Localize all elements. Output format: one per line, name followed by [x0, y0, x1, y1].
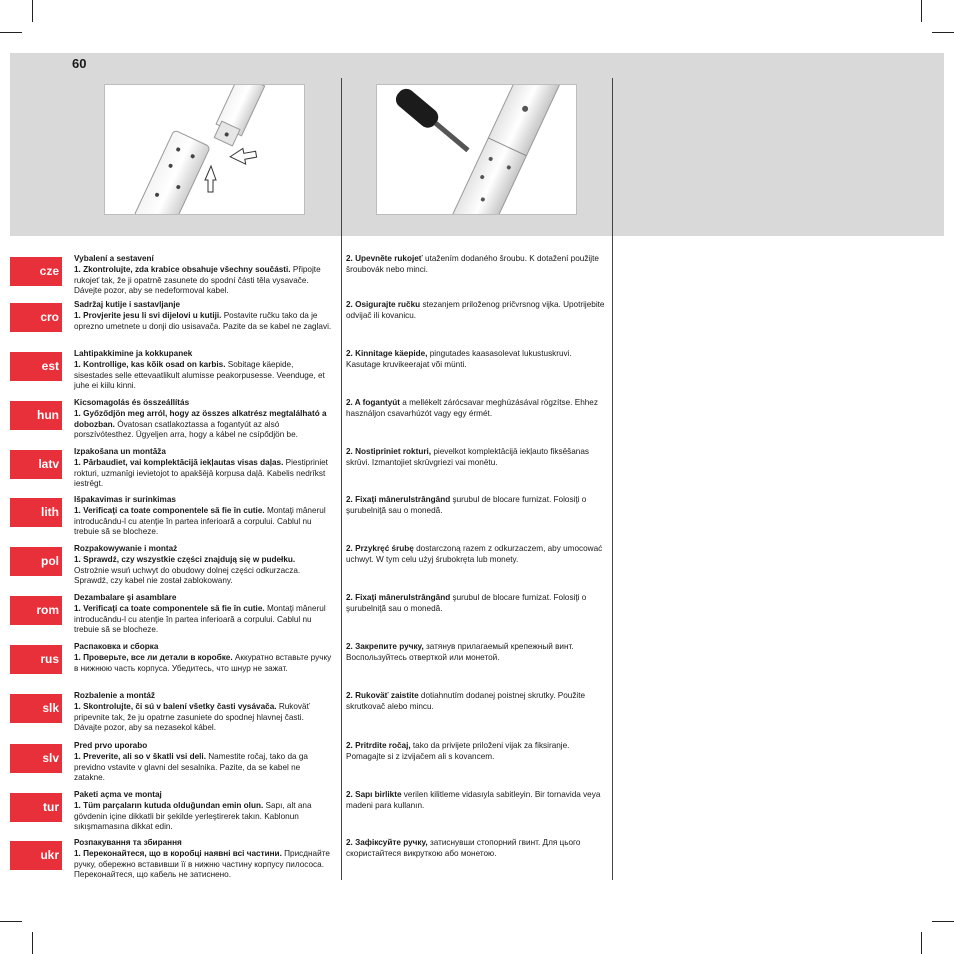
step2-rest: a mellékelt zárócsavar meghúzásával rögzítse. Ehhez használjon csavarhúzót vagy egy érmét. — [346, 398, 598, 418]
crop-mark — [932, 32, 954, 33]
step1-text — [74, 790, 332, 833]
language-tab: slv — [10, 744, 62, 773]
step2-text — [346, 642, 608, 664]
language-row — [0, 741, 954, 789]
language-tab: rus — [10, 645, 62, 674]
step2-rest: stezanjem priloženog pričvrsnog vijka. Upotrijebite odvijač ili kovanicu. — [346, 300, 605, 320]
language-row — [0, 691, 954, 739]
step1-text — [74, 398, 332, 441]
language-tab: cze — [10, 257, 62, 286]
section-heading: Kicsomagolás és összeállítás — [74, 398, 190, 407]
step1-rest: Montaţi mânerul introducându-l cu atenţie în partea inferioară a corpului. Cablul nu trebuie să se blocheze. — [74, 603, 326, 635]
language-tab: rom — [10, 596, 62, 625]
language-row — [0, 349, 954, 397]
language-row — [0, 254, 954, 302]
step2-rest: dotiahnutím dodanej poistnej skrutky. Použite skrutkovač alebo mincu. — [346, 691, 586, 711]
step1-bold: 1. Проверьте, все ли детали в коробке. — [74, 652, 233, 662]
step1-bold: 1. Provjerite jesu li svi dijelovi u kutiji. — [74, 310, 222, 320]
step2-bold: 2. Przykręć śrubę — [346, 544, 414, 553]
crop-mark — [0, 32, 22, 33]
language-tab: hun — [10, 401, 62, 430]
step2-text — [346, 495, 608, 517]
language-tab: latv — [10, 450, 62, 479]
step1-bold: 1. Pārbaudiet, vai komplektācijā iekļautas visas daļas. — [74, 457, 284, 467]
step1-rest: Rukoväť pripevnite tak, že ju opatrne zasuniete do spodnej hlavnej časti. Dávajte pozor, aby sa nezasekol kábel. — [74, 701, 310, 733]
step2-text — [346, 398, 608, 420]
crop-mark — [32, 0, 33, 22]
step1-rest: Montaţi mânerul introducându-l cu atenţie în partea inferioară a corpului. Cablul nu trebuie să se blocheze. — [74, 505, 326, 537]
step1-rest: Namestite ročaj, tako da ga previdno vstavite v glavni del sesalnika. Pazite, da se kabel ne zatakne. — [74, 751, 308, 783]
step2-text — [346, 838, 608, 860]
step1-text — [74, 741, 332, 784]
step1-text — [74, 447, 332, 490]
step2-rest: pingutades kaasasolevat lukustuskruvi. Kasutage kruvikeerajat või münti. — [346, 349, 572, 369]
step2-text — [346, 691, 608, 713]
step2-bold: 2. Закрепите ручку, — [346, 642, 424, 651]
step1-bold: 1. Sprawdź, czy wszystkie części znajdują się w pudełku. — [74, 554, 296, 564]
step2-bold: 2. Sapı birlikte — [346, 790, 402, 799]
section-heading: Sadržaj kutije i sastavljanje — [74, 300, 181, 309]
language-row — [0, 790, 954, 838]
step1-rest: Присднайте ручку, обережно вставивши її в нижню частину корпусу пилососа. Переконайтеся, що кабель не затиснено. — [74, 848, 330, 880]
step2-rest: tako da privijete priloženi vijak za fiksiranje. Pomagajte si z izvijačem ali s kovancem. — [346, 741, 570, 761]
section-heading: Izpakošana un montāža — [74, 447, 166, 456]
step1-rest: Аккуратно вставьте ручку в нижнюю часть корпуса. Убедитесь, что шнур не зажат. — [74, 652, 332, 673]
step1-rest: Připojte rukojeť tak, že ji opatrně zasunete do spodní části těla vysavače. Dávejte pozor, aby se nedeformoval kabel. — [74, 264, 321, 296]
step2-bold: 2. Upevněte rukojeť — [346, 254, 423, 263]
crop-mark — [0, 921, 22, 922]
section-heading: Розпакування та збирання — [74, 838, 182, 847]
crop-mark — [921, 932, 922, 954]
step2-bold: 2. Kinnitage käepide, — [346, 349, 428, 358]
step1-rest: Óvatosan csatlakoztassa a fogantyút az alsó porszívótesthez. Ügyeljen arra, hogy a kábel ne csípődjön be. — [74, 419, 298, 440]
step2-text — [346, 741, 608, 763]
step2-bold: 2. Osigurajte ručku — [346, 300, 421, 309]
section-heading: Распаковка и сборка — [74, 642, 159, 651]
step1-bold: 1. Győződjön meg arról, hogy az összes alkatrész megtalálható a dobozban. — [74, 408, 327, 429]
step2-rest: pievelkot komplektācijā iekļauto fiksēšanas skrūvi. Izmantojiet skrūvgriezi vai monētu. — [346, 447, 590, 467]
step2-bold: 2. Fixaţi mânerulstrângând — [346, 593, 451, 602]
step1-rest: Piestipriniet rokturi, uzmanīgi ievietojot to apakšējā korpusa daļā. Kabelis nedrīkst iestrēgt. — [74, 457, 328, 489]
section-heading: Rozbalenie a montáž — [74, 691, 155, 700]
section-heading: Vybalení a sestavení — [74, 254, 154, 263]
step2-rest: şurubul de blocare furnizat. Folosiţi o şurubelniţă sau o monedă. — [346, 495, 587, 515]
step2-text — [346, 300, 608, 322]
language-row — [0, 300, 954, 348]
step2-rest: затиснувши стопорний гвинт. Для цього скористайтеся викруткою або монетою. — [346, 838, 581, 858]
section-heading: Lahtipakkimine ja kokkupanek — [74, 349, 193, 358]
step2-rest: şurubul de blocare furnizat. Folosiţi o şurubelniţă sau o monedă. — [346, 593, 587, 613]
step2-rest: utažením dodaného šroubu. K dotažení použijte šroubovák nebo minci. — [346, 254, 599, 274]
step1-bold: 1. Zkontrolujte, zda krabice obsahuje všechny součásti. — [74, 264, 291, 274]
screwdriver-icon — [377, 85, 576, 214]
language-row — [0, 495, 954, 543]
step1-text — [74, 593, 332, 636]
section-heading: Dezambalare şi asamblare — [74, 593, 177, 602]
step1-bold: 1. Skontrolujte, či sú v balení všetky časti vysávača. — [74, 701, 277, 711]
step2-rest: затянув прилагаемый крепежный винт. Воспользуйтесь отверткой или монетой. — [346, 642, 574, 662]
language-tab: slk — [10, 694, 62, 723]
language-row — [0, 398, 954, 446]
language-tab: est — [10, 352, 62, 381]
step1-rest: Ostrożnie wsuń uchwyt do obudowy dolnej części odkurzacza. Sprawdź, czy kabel nie został zablokowany. — [74, 565, 301, 586]
step2-bold: 2. Pritrdite ročaj, — [346, 741, 411, 750]
step2-text — [346, 447, 608, 469]
language-row — [0, 642, 954, 690]
step2-text — [346, 254, 608, 276]
step1-text — [74, 254, 332, 297]
language-row — [0, 838, 954, 886]
step1-bold: 1. Kontrollige, kas kõik osad on karbis. — [74, 359, 226, 369]
step1-bold: 1. Verificaţi ca toate componentele să fie în cutie. — [74, 505, 265, 515]
step1-bold: 1. Переконайтеся, що в коробці наявні всі частини. — [74, 848, 282, 858]
step2-rest: verilen kilitleme vidasıyla sabitleyin. Bir tornavida veya madeni para kullanın. — [346, 790, 601, 810]
language-tab: tur — [10, 793, 62, 822]
language-tab: pol — [10, 547, 62, 576]
crop-mark — [921, 0, 922, 22]
step2-bold: 2. Fixaţi mânerulstrângând — [346, 495, 451, 504]
step1-text — [74, 349, 332, 392]
step1-text — [74, 691, 332, 734]
step1-text — [74, 300, 332, 332]
language-tab: cro — [10, 303, 62, 332]
step2-text — [346, 544, 608, 566]
step1-bold: 1. Verificaţi ca toate componentele să fie în cutie. — [74, 603, 265, 613]
step2-bold: 2. Nostipriniet rokturi, — [346, 447, 432, 456]
step2-bold: 2. Зафіксуйте ручку, — [346, 838, 428, 847]
step1-rest: Sobitage käepide, sisestades selle ettevaatlikult alumisse peakorpusesse. Veenduge, et juhe ei kiilu kinni. — [74, 359, 325, 391]
language-tab: ukr — [10, 841, 62, 870]
step2-rest: dostarczoną razem z odkurzaczem, aby umocować uchwyt. W tym celu użyj śrubokręta lub monety. — [346, 544, 603, 564]
step2-bold: 2. A fogantyút — [346, 398, 400, 407]
step1-text — [74, 642, 332, 674]
section-heading: Rozpakowywanie i montaż — [74, 544, 178, 553]
language-row — [0, 593, 954, 641]
step1-bold: 1. Tüm parçaların kutuda olduğundan emin olun. — [74, 800, 264, 810]
section-heading: Pred prvo uporabo — [74, 741, 148, 750]
screwdriver-illustration — [376, 84, 577, 215]
step1-bold: 1. Preverite, ali so v škatli vsi deli. — [74, 751, 206, 761]
crop-mark — [32, 932, 33, 954]
step2-text — [346, 349, 608, 371]
language-row — [0, 447, 954, 495]
step1-rest: Sapı, alt ana gövdenin içine dikkatli bir şekilde yerleştirerek takın. Kablonun sıkışmamasına dikkat edin. — [74, 800, 312, 832]
step1-rest: Postavite ručku tako da je oprezno umetnete u donji dio usisavača. Pazite da se kabel ne zaglavi. — [74, 310, 332, 331]
page-number: 60 — [72, 56, 87, 71]
language-row — [0, 544, 954, 592]
language-tab: lith — [10, 498, 62, 527]
step1-text — [74, 544, 332, 587]
step2-text — [346, 790, 608, 812]
section-heading: Paketi açma ve montaj — [74, 790, 162, 799]
step2-bold: 2. Rukoväť zaistite — [346, 691, 419, 700]
handle-insert-icon — [105, 85, 304, 214]
step1-text — [74, 838, 332, 881]
section-heading: Išpakavimas ir surinkimas — [74, 495, 176, 504]
crop-mark — [932, 921, 954, 922]
step2-text — [346, 593, 608, 615]
handle-insert-illustration — [104, 84, 305, 215]
step1-text — [74, 495, 332, 538]
